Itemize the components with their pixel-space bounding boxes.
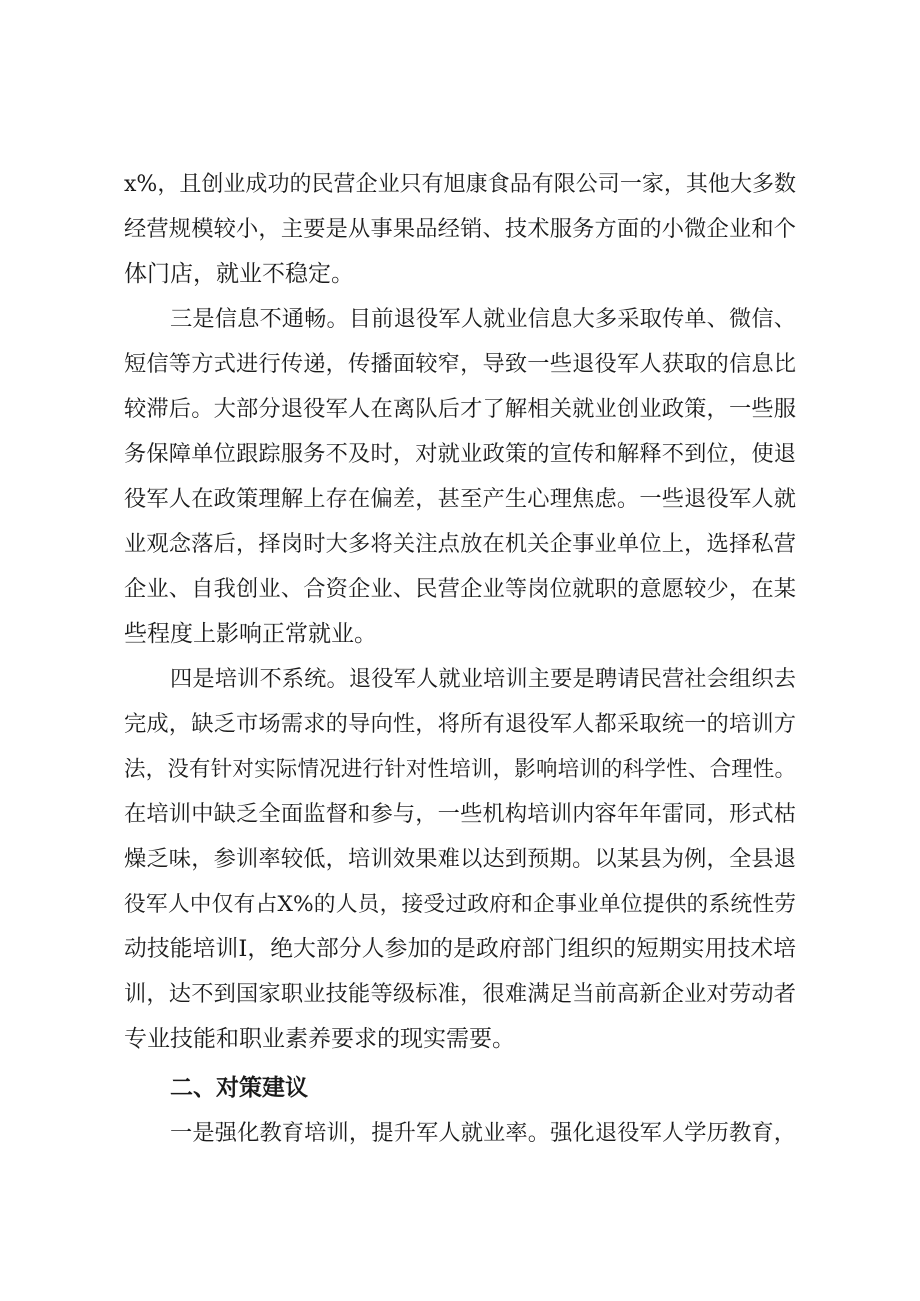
paragraph-2-line-4: 务保障单位跟踪服务不及时，对就业政策的宣传和解释不到位，使退 — [124, 441, 796, 467]
paragraph-1-line-3: 体门店，就业不稳定。 — [124, 261, 354, 287]
paragraph-2-line-8: 些程度上影响正常就业。 — [124, 621, 377, 647]
paragraph-1-line-2: 经营规模较小，主要是从事果品经销、技术服务方面的小微企业和个 — [124, 216, 796, 242]
paragraph-3-line-5: 燥乏味，参训率较低，培训效果难以达到预期。以某县为例，全县退 — [124, 846, 796, 872]
paragraph-3-line-7: 动技能培训I，绝大部分人参加的是政府部门组织的短期实用技术培 — [124, 936, 796, 962]
paragraph-2-line-6: 业观念落后，择岗时大多将关注点放在机关企事业单位上，选择私营 — [124, 531, 796, 557]
paragraph-1-line-1: x%，且创业成功的民营企业只有旭康食品有限公司一家，其他大多数 — [124, 172, 796, 197]
paragraph-2-line-5: 役军人在政策理解上存在偏差，甚至产生心理焦虑。一些退役军人就 — [124, 486, 796, 512]
paragraph-4-line-1: 一是强化教育培训，提升军人就业率。强化退役军人学历教育， — [170, 1120, 796, 1146]
paragraph-2-line-2: 短信等方式进行传递，传播面较窄，导致一些退役军人获取的信息比 — [124, 351, 796, 377]
paragraph-3-line-8: 训，达不到国家职业技能等级标准，很难满足当前高新企业对劳动者 — [124, 981, 796, 1007]
paragraph-3-line-3: 法，没有针对实际情况进行针对性培训，影响培训的科学性、合理性。 — [124, 757, 796, 782]
paragraph-3-line-6: 役军人中仅有占X%的人员，接受过政府和企事业单位提供的系统性劳 — [124, 892, 796, 917]
section-heading: 二、对策建议 — [170, 1075, 308, 1101]
paragraph-3-line-4: 在培训中缺乏全面监督和参与，一些机构培训内容年年雷同，形式枯 — [124, 801, 796, 827]
paragraph-3-line-2: 完成，缺乏市场需求的导向性，将所有退役军人都采取统一的培训方 — [124, 711, 796, 737]
paragraph-2-line-7: 企业、自我创业、合资企业、民营企业等岗位就职的意愿较少，在某 — [124, 576, 796, 602]
document-body — [124, 162, 796, 1156]
paragraph-2-line-1: 三是信息不通畅。目前退役军人就业信息大多采取传单、微信、 — [170, 306, 796, 332]
paragraph-3-line-1: 四是培训不系统。退役军人就业培训主要是聘请民营社会组织去 — [170, 666, 796, 692]
paragraph-2-line-3: 较滞后。大部分退役军人在离队后才了解相关就业创业政策，一些服 — [124, 396, 796, 422]
paragraph-3-line-9: 专业技能和职业素养要求的现实需要。 — [124, 1026, 515, 1052]
